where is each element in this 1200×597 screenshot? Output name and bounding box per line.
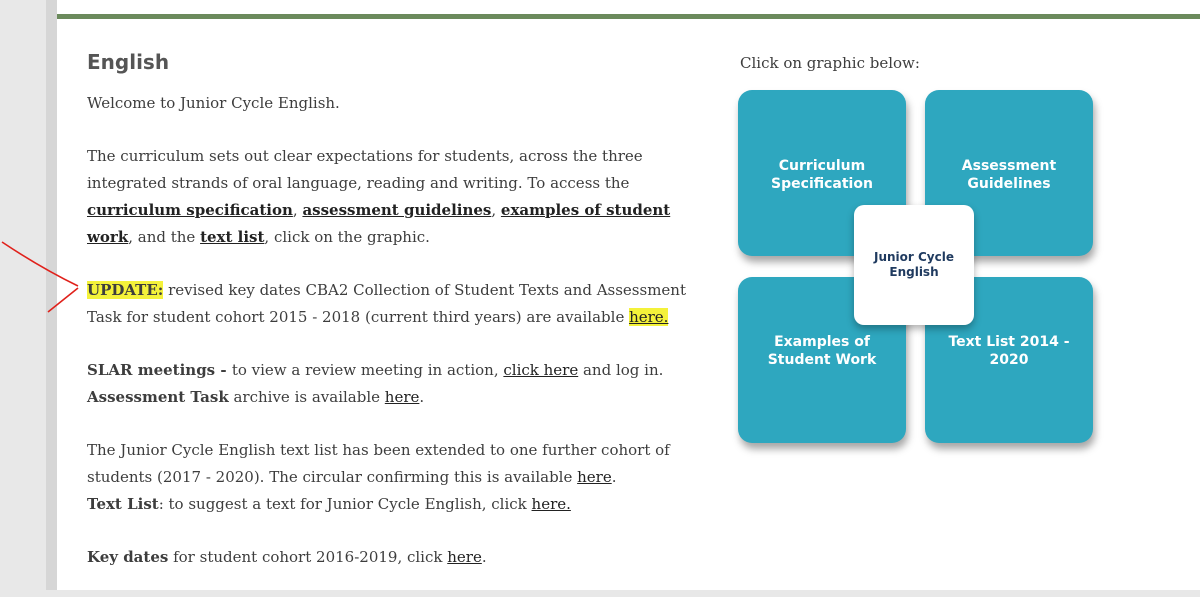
text-list-paragraph: The Junior Cycle English text list has been extended to one further cohort of students (2017 - 2020). The circular confirming this is available here. Text List: to suggest a text for Junior Cycle English, click here. [87,441,670,513]
key-dates-here-link[interactable]: here [447,548,482,566]
update-paragraph: UPDATE: revised key dates CBA2 Collection of Student Texts and Assessment Task for student cohort 2015 - 2018 (current third years) are available here. [87,281,686,326]
update-label: UPDATE: [87,281,164,299]
assessment-task-here-link[interactable]: here [384,388,420,406]
text-list-label: Text List [87,495,159,513]
assessment-guidelines-tile[interactable]: Assessment Guidelines [925,90,1093,256]
main-content [87,48,687,597]
assessment-guidelines-link[interactable]: assessment guidelines [302,201,492,219]
examples-of-student-work-tile[interactable]: Examples of Student Work [738,277,906,443]
slar-click-here-link[interactable]: click here [503,361,579,379]
text-list-tile[interactable]: Text List 2014 - 2020 [925,277,1093,443]
update-here-link[interactable]: here. [629,308,669,326]
page-title: English [87,50,170,74]
text-list-link[interactable]: text list [200,228,265,246]
assessment-task-label: Assessment Task [87,388,229,406]
graphic-caption: Click on graphic below: [740,54,920,72]
examples-of-student-work-link[interactable]: examples of student work [87,201,671,246]
curriculum-specification-tile[interactable]: Curriculum Specification [738,90,906,256]
slar-label: SLAR meetings - [87,361,232,379]
key-dates-paragraph: Key dates for student cohort 2016-2019, click here. [87,548,487,566]
circular-here-link[interactable]: here [577,468,612,486]
slar-paragraph: SLAR meetings - to view a review meeting in action, click here and log in. Assessment Task archive is available here. [87,361,664,406]
key-dates-label: Key dates [87,548,169,566]
curriculum-paragraph: The curriculum sets out clear expectations for students, across the three integrated strands of oral language, reading and writing. To access the curriculum specification, assessment guidelines, examples of student work, and the text list, click on the graphic. [87,147,671,246]
hand-drawn-arrow-annotation [0,240,90,320]
junior-cycle-graphic [738,90,1098,450]
suggest-text-here-link[interactable]: here. [531,495,571,513]
curriculum-specification-link[interactable]: curriculum specification [87,201,293,219]
junior-cycle-english-center-tile[interactable]: Junior Cycle English [854,205,974,325]
top-divider [57,14,1200,19]
welcome-text: Welcome to Junior Cycle English. [87,94,340,112]
